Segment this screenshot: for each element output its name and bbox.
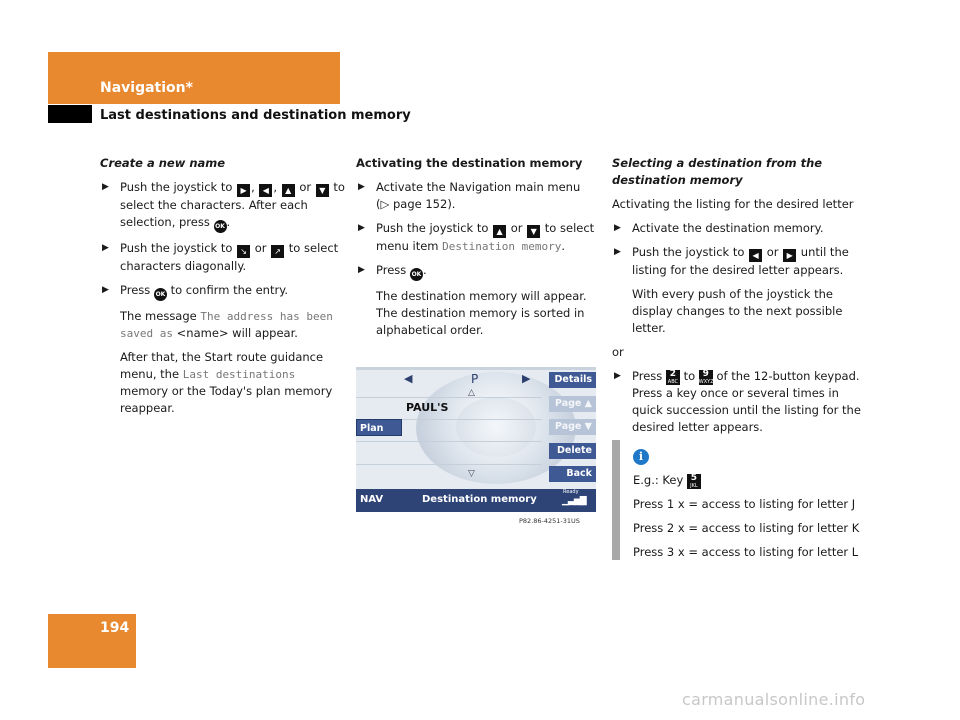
joystick-right-icon: ▶	[237, 184, 250, 197]
or-text: or	[612, 345, 624, 359]
joystick-diagonal-down-icon: ↘	[237, 245, 250, 258]
page-number: 194	[100, 620, 130, 636]
page-subtitle: Last destinations and destination memory	[100, 108, 411, 123]
page-down-button[interactable]: Page ▼	[549, 419, 596, 435]
bullet-arrow-icon: ▶	[102, 243, 109, 253]
destination-memory-screen	[356, 367, 596, 512]
destination-entry[interactable]: PAUL'S	[406, 401, 449, 414]
section-title: Navigation*	[100, 80, 193, 96]
step-select-item: ▶ Push the joystick to ▲ or ▼ to select menu item Destination memory.	[358, 221, 595, 253]
step-diagonal: ▶ Push the joystick to ↘ or ↗ to select characters diagonally.	[102, 241, 339, 273]
joystick-down-icon: ▼	[316, 184, 329, 197]
info-line-1: Press 1 x = access to listing for letter J	[633, 497, 856, 511]
column-activate-memory	[356, 155, 596, 346]
bullet-arrow-icon: ▶	[358, 182, 365, 192]
column-select-destination	[612, 155, 862, 443]
step-press-ok: ▶ Press OK .	[356, 262, 596, 281]
key-2-icon: 2 ABC	[667, 369, 679, 385]
bullet-arrow-icon: ▶	[614, 223, 621, 233]
step-confirm: ▶ Press OK to confirm the entry.	[100, 282, 345, 301]
details-button[interactable]: Details	[549, 372, 596, 388]
step-activate-nav: ▶ Activate the Navigation main menu (▷ page 152).	[358, 180, 581, 211]
info-box	[633, 448, 873, 568]
info-sidebar	[612, 440, 620, 560]
info-line-2: Press 2 x = access to listing for letter K	[633, 521, 860, 535]
joystick-up-icon: ▲	[282, 184, 295, 197]
bullet-arrow-icon: ▶	[614, 247, 621, 257]
figure-caption: P82.86-4251-31US	[519, 517, 580, 525]
key-9-icon: 9 WXYZ	[698, 369, 714, 385]
heading-select-destination: Selecting a destination from the destination memory	[612, 156, 823, 187]
joystick-down-icon: ▼	[527, 225, 540, 238]
step-activate-memory: ▶ Activate the destination memory.	[614, 221, 824, 235]
info-line-3: Press 3 x = access to listing for letter L	[633, 545, 859, 559]
bullet-arrow-icon: ▶	[614, 371, 621, 381]
memory-paragraph: The destination memory will appear. The destination memory is sorted in alphabetical order.	[376, 289, 587, 337]
watermark: carmanualsonline.info	[682, 690, 866, 709]
scroll-up-icon[interactable]: △	[468, 388, 475, 398]
joystick-up-icon: ▲	[493, 225, 506, 238]
bullet-arrow-icon: ▶	[102, 285, 109, 295]
after-paragraph: After that, the Start route guidance menu, the Last destinations memory or the Today's plan memory reappear.	[120, 350, 333, 415]
signal-strength-icon: ▁▃▅▇	[562, 496, 586, 506]
back-button[interactable]: Back	[549, 466, 596, 482]
header-orange-box	[48, 52, 340, 104]
step-push-joystick: ▶ Push the joystick to ◀ or ▶ until the listing for the desired letter appears.	[614, 245, 849, 277]
key-5-icon: 5 JKL	[687, 474, 701, 489]
page-up-button[interactable]: Page ▲	[549, 396, 596, 412]
letter-indicator: P	[471, 372, 479, 386]
info-icon: i	[633, 449, 649, 465]
bullet-arrow-icon: ▶	[102, 182, 109, 192]
letter-change-paragraph: With every push of the joystick the display changes to the next possible letter.	[632, 287, 843, 335]
joystick-diagonal-up-icon: ↗	[271, 245, 284, 258]
status-bar	[356, 489, 596, 512]
bullet-arrow-icon: ▶	[358, 223, 365, 233]
status-nav: NAV	[360, 494, 384, 505]
status-title: Destination memory	[422, 494, 537, 505]
joystick-left-icon: ◀	[259, 184, 272, 197]
ok-button-icon: OK	[214, 220, 227, 233]
scroll-down-icon[interactable]: ▽	[468, 469, 475, 479]
header-black-tab	[48, 105, 92, 123]
listing-paragraph: Activating the listing for the desired letter	[612, 197, 854, 211]
ok-button-icon: OK	[154, 288, 167, 301]
ok-button-icon: OK	[410, 268, 423, 281]
step-select-characters: ▶ Push the joystick to ▶ , ◀ , ▲ or ▼ to select the characters. After each selection, press OK .	[100, 179, 345, 233]
column-create-name	[100, 155, 345, 424]
scroll-right-icon[interactable]: ▶	[522, 372, 531, 385]
heading-activate-memory: Activating the destination memory	[356, 156, 583, 170]
info-example: E.g.: Key 5 JKL	[633, 472, 873, 489]
heading-create-name: Create a new name	[100, 156, 226, 170]
step-keypad: ▶ Press 2 ABC to 9 WXYZ of the 12-button keypad. Press a key once or several times in quick succession until the listing for the desired letter appears.	[614, 369, 861, 434]
joystick-left-icon: ◀	[749, 249, 762, 262]
delete-button[interactable]: Delete	[549, 443, 596, 459]
plan-button[interactable]: Plan	[356, 419, 402, 436]
message-paragraph: The message The address has been saved as <name> will appear.	[120, 309, 333, 340]
scroll-left-icon[interactable]: ◀	[404, 372, 413, 385]
status-ready: Ready	[563, 489, 579, 495]
joystick-right-icon: ▶	[783, 249, 796, 262]
bullet-arrow-icon: ▶	[358, 265, 365, 275]
